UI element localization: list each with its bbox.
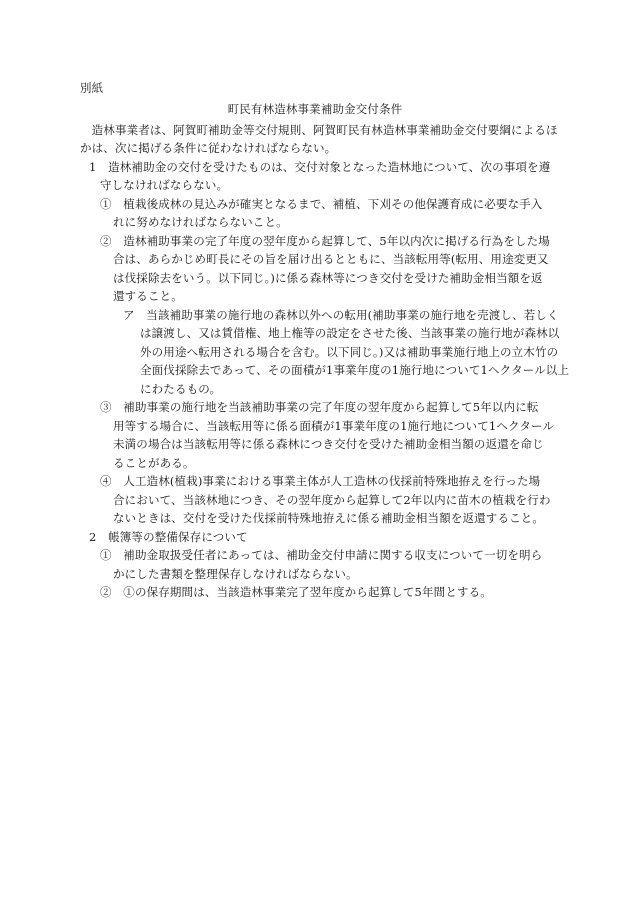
section2-item2-line: ② ①の保存期間は、当該造林事業完了翌年度から起算して5年間とする。 — [100, 585, 492, 599]
annex-label: 別紙 — [80, 81, 104, 95]
section1-item2-line: は伐採除去をいう。以下同じ。)に係る森林等につき交付を受けた補助金相当額を返 — [113, 271, 543, 285]
section1-heading: 1 造林補助金の交付を受けたものは、交付対象となった造林地について、次の事項を遵 — [89, 160, 551, 174]
section1-item2-line: 還すること。 — [113, 289, 183, 303]
section2-heading: 2 帳簿等の整備保存について — [89, 530, 248, 544]
section1-heading-cont: 守しなければならない。 — [100, 178, 229, 192]
document-title: 町民有林造林事業補助金交付条件 — [227, 102, 403, 116]
intro-line: かは、次に掲げる条件に従わなければならない。 — [80, 141, 337, 155]
section1-item1-line: ① 植栽後成林の見込みが確実となるまで、補植、下刈その他保護育成に必要な手入 — [100, 197, 543, 211]
section1-item2-a-line: 外の用途へ転用される場合を含む。以下同じ。)又は補助事業施行地上の立木竹の — [140, 345, 559, 359]
section1-item2-a-line: 全面伐採除去であって、その面積が1事業年度の1施行地について1ヘクタール以上 — [140, 363, 570, 377]
section2-item1-line: ① 補助金取扱受任者にあっては、補助金交付申請に関する収支について一切を明ら — [100, 548, 543, 562]
section2-item1-line: かにした書類を整理保存しなければならない。 — [113, 567, 358, 581]
section1-item2-line: ② 造林補助事業の完了年度の翌年度から起算して、5年以内次に掲げる行為をした場 — [100, 234, 550, 248]
section1-item1-line: れに努めなければならないこと。 — [113, 215, 288, 229]
section1-item4-line: ないときは、交付を受けた伐採前特殊地拵えに係る補助金相当額を返還すること。 — [113, 511, 545, 525]
section1-item3-line: ることがある。 — [113, 456, 195, 470]
section1-item3-line: 未満の場合は当該転用等に係る森林につき交付を受けた補助金相当額の返還を命じ — [113, 437, 544, 451]
section1-item2-a-line: ア 当該補助事業の施行地の森林以外への転用(補助事業の施行地を売渡し、若しく — [123, 308, 559, 322]
section1-item2-a-line: にわたるもの。 — [140, 382, 222, 396]
section1-item2-a-line: は譲渡し、又は賃借権、地上権等の設定をさせた後、当該事業の施行地が森林以 — [140, 326, 560, 340]
intro-line: 造林事業者は、阿賀町補助金等交付規則、阿賀町民有林造林事業補助金交付要綱によるほ — [80, 123, 558, 137]
section1-item2-line: 合は、あらかじめ町長にその旨を届け出るとともに、当該転用等(転用、用途変更又 — [113, 252, 549, 266]
section1-item3-line: ③ 補助事業の施行地を当該補助事業の完了年度の翌年度から起算して5年以内に転 — [100, 400, 539, 414]
section1-item4-line: ④ 人工造林(植栽)事業における事業主体が人工造林の伐採前特殊地拵えを行った場 — [100, 474, 541, 488]
section1-item4-line: 合において、当該林地につき、その翌年度から起算して2年以内に苗木の植栽を行わ — [113, 493, 551, 507]
section1-item3-line: 用等する場合に、当該転用等に係る面積が1事業年度の1施行地について1ヘクタール — [113, 419, 555, 433]
